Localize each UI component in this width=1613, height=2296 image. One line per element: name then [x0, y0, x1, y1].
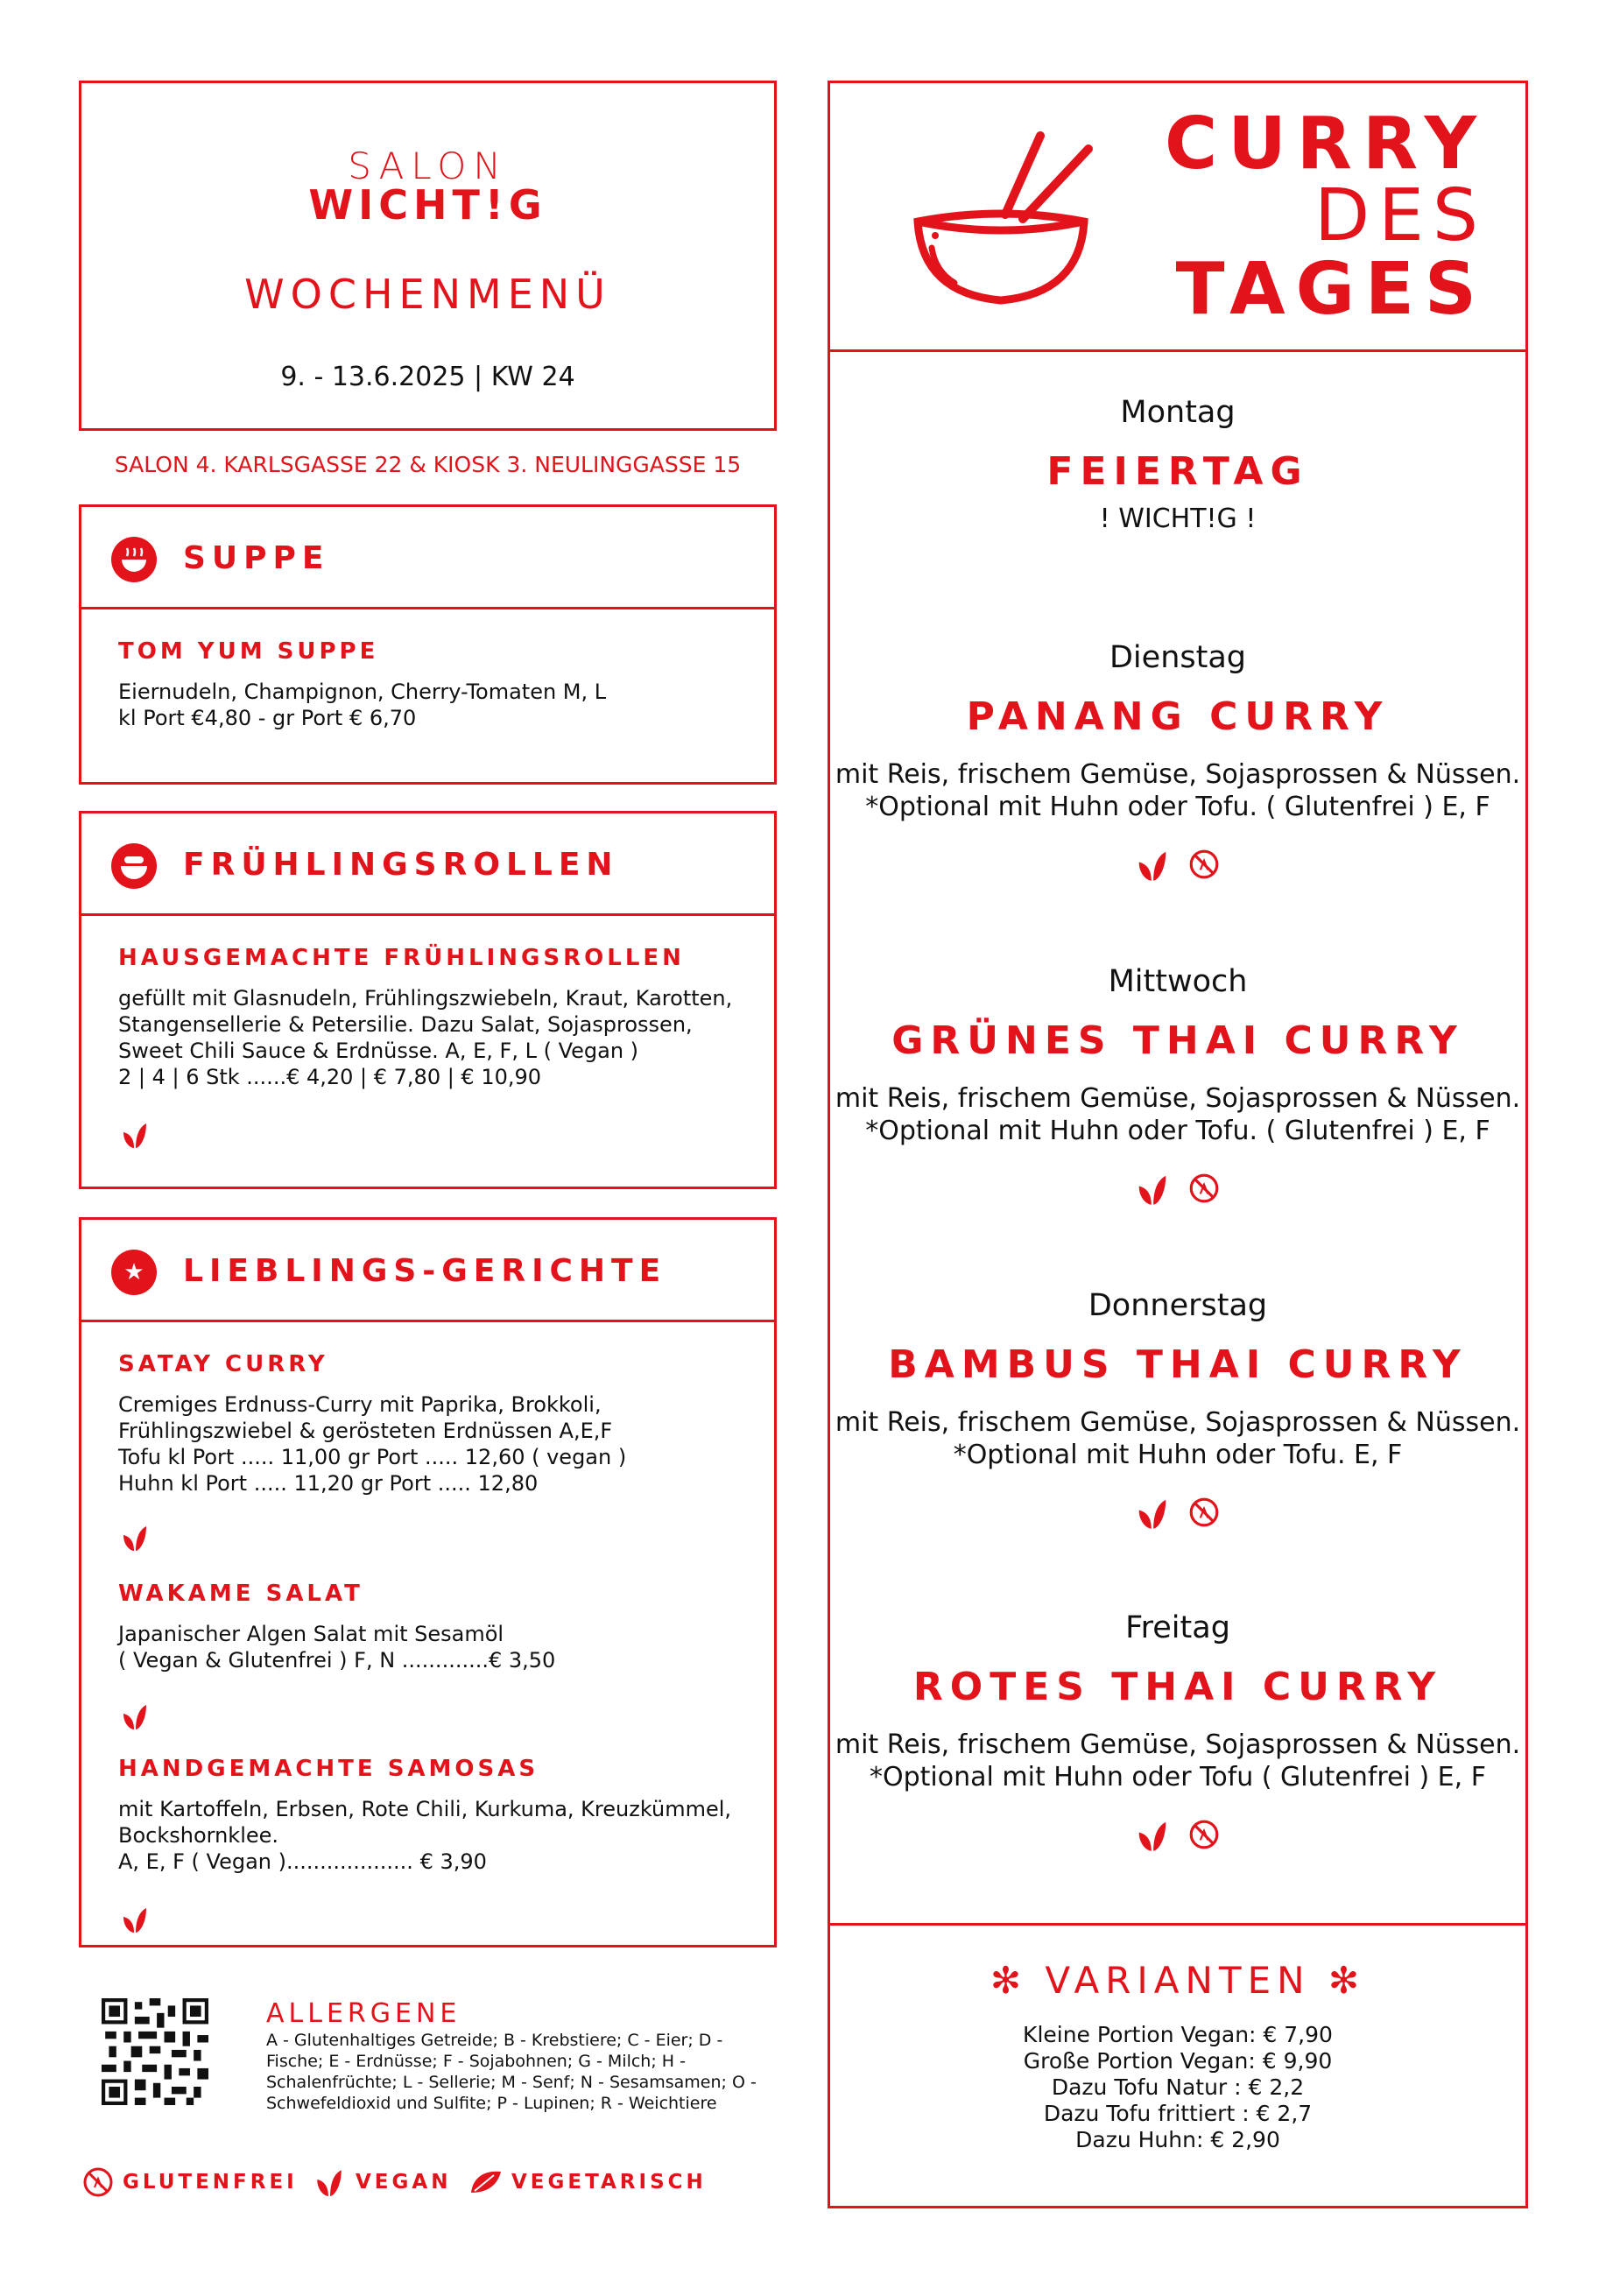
item-description: mit Kartoffeln, Erbsen, Rote Chili, Kurkuma, Kreuzkümmel, Bockshornklee. A, E, F ( Vegan )................... € 3,90: [118, 1797, 732, 1874]
varianten-line: Dazu Tofu Natur : € 2,2: [1051, 2074, 1305, 2100]
glutenfrei-icon: [1187, 1172, 1221, 1205]
vegan-leaf-icon: [1135, 1172, 1170, 1207]
vegetarisch-leaf-icon: [468, 2166, 503, 2198]
item-title: HAUSGEMACHTE FRÜHLINGSROLLEN: [118, 945, 685, 971]
section-header: [81, 507, 774, 609]
item-description: Cremiges Erdnuss-Curry mit Paprika, Brokkoli, Frühlingszwiebel & gerösteten Erdnüssen A,E,F Tofu kl Port ..... 11,00 gr Port ..... 12,60 ( vegan ) Huhn kl Port ..... 11,20 gr Port ..... 12,80: [118, 1392, 627, 1496]
legend-label: VEGAN: [356, 2171, 452, 2194]
salon-label: SALON: [348, 144, 508, 187]
day-dish: BAMBUS THAI CURRY: [888, 1342, 1468, 1387]
day-dish: PANANG CURRY: [966, 694, 1390, 739]
varianten-line: Dazu Huhn: € 2,90: [1075, 2127, 1280, 2152]
brand-logo: WICHT!G: [308, 181, 547, 229]
legend-label: GLUTENFREI: [123, 2171, 298, 2194]
day-dish: GRÜNES THAI CURRY: [891, 1018, 1464, 1063]
day-name: Mittwoch: [1108, 964, 1248, 999]
glutenfrei-icon: [1187, 1496, 1221, 1529]
day-name: Dienstag: [1109, 640, 1246, 675]
day-dienstag: [830, 640, 1525, 883]
legend-glutenfrei: [82, 2166, 298, 2198]
section-title: LIEBLINGS-GERICHTE: [183, 1253, 667, 1289]
glutenfrei-icon: [82, 2166, 114, 2198]
glutenfrei-icon: [1187, 1818, 1221, 1851]
qr-code[interactable]: [102, 1998, 208, 2105]
vegan-leaf-icon: [120, 1523, 150, 1553]
item-title: SATAY CURRY: [118, 1351, 328, 1377]
day-name: Montag: [1120, 395, 1236, 430]
day-description: mit Reis, frischem Gemüse, Sojasprossen & Nüssen. *Optional mit Huhn oder Tofu ( Glutenfrei ) E, F: [835, 1729, 1521, 1792]
vegan-leaf-icon: [1135, 1496, 1170, 1531]
allergene-text: A - Glutenhaltiges Getreide; B - Krebstiere; C - Eier; D - Fische; E - Erdnüsse; F - Sojabohnen; G - Milch; H - Schalenfrüchte; L - Sellerie; M - Senf; N - Sesamsamen; O - Schwefeldioxid und Sulfite; P - Lupinen; R - Weichtiere: [266, 2031, 757, 2113]
vegan-leaf-icon: [120, 1120, 150, 1150]
day-name: Donnerstag: [1088, 1288, 1268, 1323]
page-title: WOCHENMENÜ: [244, 271, 611, 318]
section-title: SUPPE: [183, 540, 330, 576]
diet-icons: [830, 848, 1525, 883]
section-header: [81, 1220, 774, 1322]
item-description: Eiernudeln, Champignon, Cherry-Tomaten M, L kl Port €4,80 - gr Port € 6,70: [118, 680, 607, 730]
curry-title-line1: CURRY: [1165, 102, 1487, 186]
section-fruehlingsrollen: [79, 811, 777, 1189]
allergene-title: ALLERGENE: [266, 1998, 461, 2029]
vegan-leaf-icon: [120, 1701, 150, 1731]
daily-curry-list: [828, 349, 1528, 1926]
item-title: HANDGEMACHTE SAMOSAS: [118, 1756, 539, 1782]
legend-vegan: [312, 2166, 451, 2198]
varianten-list: [830, 2022, 1525, 2153]
legend-label: VEGETARISCH: [511, 2171, 707, 2194]
day-description: ! WICHT!G !: [1099, 504, 1257, 534]
varianten-title: ✻ VARIANTEN ✻: [990, 1959, 1366, 2002]
item-description: Japanischer Algen Salat mit Sesamöl ( Vegan & Glutenfrei ) F, N .............€ 3,50: [118, 1622, 556, 1673]
varianten-box: [828, 1923, 1528, 2208]
address-line: SALON 4. KARLSGASSE 22 & KIOSK 3. NEULINGGASSE 15: [114, 452, 742, 477]
spring-roll-bowl-icon: [111, 843, 157, 889]
day-mittwoch: [830, 964, 1525, 1207]
day-description: mit Reis, frischem Gemüse, Sojasprossen & Nüssen. *Optional mit Huhn oder Tofu. ( Glutenfrei ) E, F: [835, 759, 1521, 822]
vegan-leaf-icon: [1135, 1818, 1170, 1853]
varianten-line: Dazu Tofu frittiert : € 2,7: [1043, 2101, 1313, 2126]
section-header: [81, 813, 774, 916]
day-name: Freitag: [1125, 1610, 1230, 1645]
vegan-leaf-icon: [120, 1905, 150, 1934]
day-description: mit Reis, frischem Gemüse, Sojasprossen & Nüssen. *Optional mit Huhn oder Tofu. E, F: [835, 1407, 1521, 1470]
day-freitag: [830, 1610, 1525, 1853]
varianten-line: Kleine Portion Vegan: € 7,90: [1023, 2022, 1333, 2047]
diet-icons: [830, 1172, 1525, 1207]
day-donnerstag: [830, 1288, 1525, 1531]
vegan-leaf-icon: [1135, 848, 1170, 883]
vegan-leaf-icon: [312, 2166, 347, 2198]
section-suppe: [79, 504, 777, 785]
item-description: gefüllt mit Glasnudeln, Frühlingszwiebeln, Kraut, Karotten, Stangensellerie & Petersilie. Dazu Salat, Sojasprossen, Sweet Chili Sauce & Erdnüsse. A, E, F, L ( Vegan ) 2 | 4 | 6 Stk ......€ 4,20 | € 7,80 | € 10,90: [118, 986, 733, 1089]
day-dish: ROTES THAI CURRY: [912, 1665, 1443, 1709]
curry-title-line3: TAGES: [1175, 248, 1487, 331]
curry-des-tages-header: [828, 81, 1528, 352]
section-lieblings-gerichte: [79, 1217, 777, 1947]
day-dish: FEIERTAG: [1046, 449, 1309, 494]
diet-icons: [830, 1496, 1525, 1531]
diet-icons: [830, 1818, 1525, 1853]
section-title: FRÜHLINGSROLLEN: [183, 847, 619, 883]
week-date: 9. - 13.6.2025 | KW 24: [280, 362, 575, 392]
glutenfrei-icon: [1187, 848, 1221, 881]
bowl-chopsticks-icon: [900, 118, 1102, 320]
varianten-line: Große Portion Vegan: € 9,90: [1023, 2048, 1333, 2074]
day-montag: [830, 395, 1525, 535]
item-title: TOM YUM SUPPE: [118, 638, 379, 665]
soup-bowl-icon: [111, 537, 157, 582]
curry-title-line2: DES: [1314, 174, 1487, 257]
item-title: WAKAME SALAT: [118, 1581, 363, 1607]
header-box: [79, 81, 777, 431]
star-icon: ★: [111, 1250, 157, 1295]
legend-vegetarisch: [468, 2166, 707, 2198]
day-description: mit Reis, frischem Gemüse, Sojasprossen & Nüssen. *Optional mit Huhn oder Tofu. ( Glutenfrei ) E, F: [835, 1083, 1521, 1146]
